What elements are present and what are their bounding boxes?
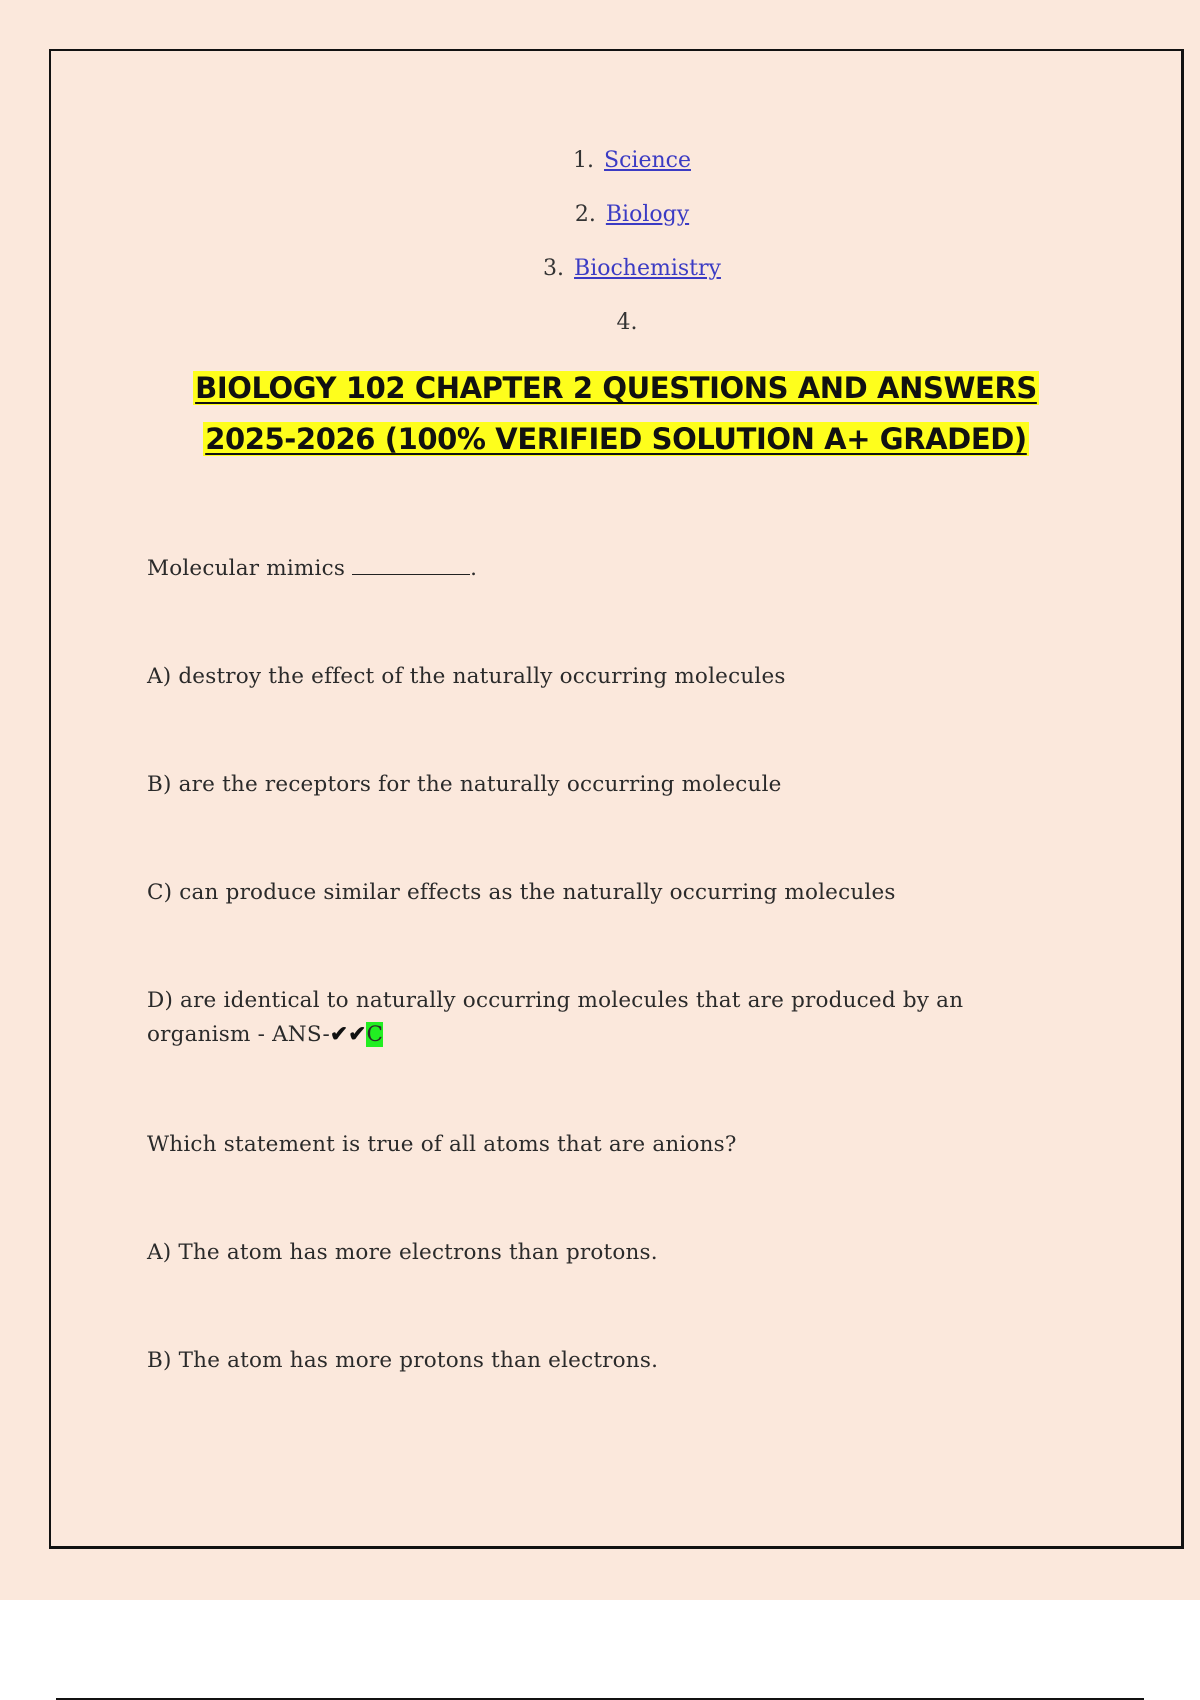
breadcrumb-link-biochemistry[interactable]: Biochemistry <box>574 256 721 281</box>
question-2-option-b: B) The atom has more protons than electrons. <box>147 1348 659 1373</box>
breadcrumb-link-biology[interactable]: Biology <box>605 202 690 227</box>
question-1-period: . <box>470 556 478 581</box>
title-line-1: BIOLOGY 102 CHAPTER 2 QUESTIONS AND ANSWERS <box>195 371 1037 405</box>
fill-in-blank <box>352 556 470 575</box>
question-2-option-a: A) The atom has more electrons than protons. <box>147 1240 658 1265</box>
question-1-text: Molecular mimics <box>147 556 346 581</box>
breadcrumb-item-science <box>67 147 1197 175</box>
question-1-option-c: C) can produce similar effects as the naturally occurring molecules <box>147 880 896 905</box>
option-d-line-2: organism - ANS- <box>147 1022 330 1047</box>
question-1-option-a: A) destroy the effect of the naturally occurring molecules <box>147 664 786 689</box>
breadcrumb-item-current <box>67 309 1197 337</box>
breadcrumb-number: 3. <box>543 256 565 281</box>
question-1-prompt <box>147 552 1097 586</box>
page-title <box>51 363 1181 465</box>
checkmark-icon: ✔✔ <box>330 1022 367 1047</box>
breadcrumb-item-biology <box>67 201 1197 229</box>
breadcrumb-link-science[interactable]: Science <box>604 148 691 173</box>
breadcrumb-number: 4. <box>616 310 638 335</box>
breadcrumb-number: 2. <box>574 202 596 227</box>
question-1-option-d <box>147 984 1097 1052</box>
question-2-prompt: Which statement is true of all atoms that are anions? <box>147 1132 737 1157</box>
breadcrumb-item-biochemistry <box>67 255 1197 283</box>
breadcrumb-number: 1. <box>573 148 595 173</box>
document-frame <box>49 49 1184 1549</box>
title-line-2: 2025-2026 (100% VERIFIED SOLUTION A+ GRADED) <box>205 422 1027 456</box>
question-1-option-b: B) are the receptors for the naturally occurring molecule <box>147 772 782 797</box>
answer-letter: C <box>366 1022 384 1047</box>
option-d-line-1: D) are identical to naturally occurring molecules that are produced by an <box>147 988 964 1013</box>
